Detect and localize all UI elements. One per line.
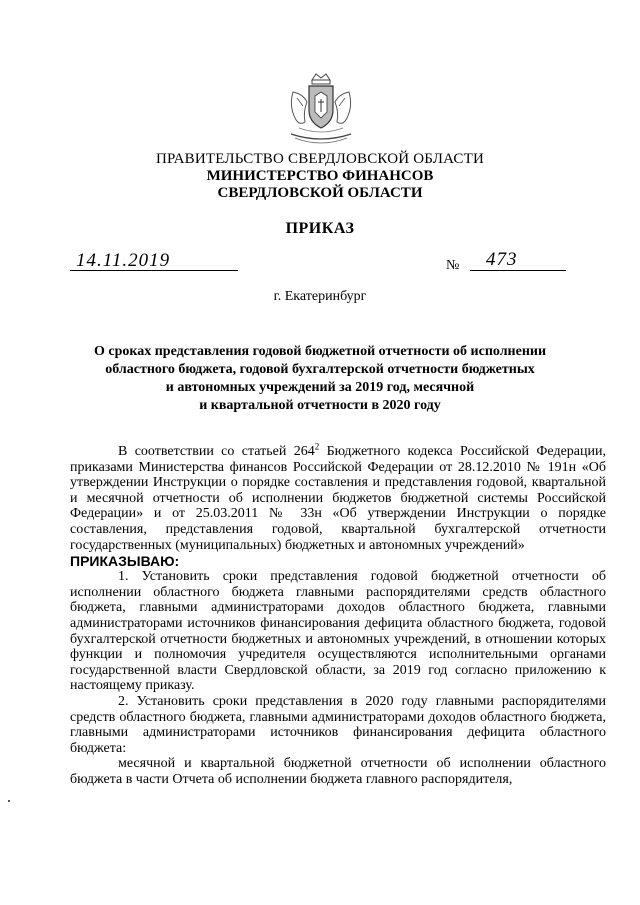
subject-line: и автономных учреждений за 2019 год, месячной bbox=[165, 380, 475, 395]
preamble-superscript: 2 bbox=[314, 441, 320, 452]
preamble-text-a: В соответствии со статьей 264 bbox=[118, 444, 315, 459]
document-date: 14.11.2019 bbox=[76, 250, 171, 271]
document-subject bbox=[0, 343, 640, 415]
preamble-text-b: Бюджетного кодекса Российской Федерации, приказами Министерства финансов Российской Федерации от 28.12.2010 № 191н «Об утверждении Инструкции о порядке составления и представления годовой, квартальной и месячной отчетности об исполнении бюджетов бюджетной системы Российской Федерации» и от 25.03.2011 № 33н «Об утверждении Инструкции о порядке составления, представления годовой, квартальной бухгалтерской отчетности государственных (муниципальных) бюджетных и автономных учреждений» bbox=[70, 444, 606, 553]
city-line: г. Екатеринбург bbox=[273, 289, 367, 304]
number-label: № bbox=[446, 258, 460, 273]
subject-line: О сроках представления годовой бюджетной отчетности об исполнении bbox=[93, 344, 547, 359]
region-heading: СВЕРДЛОВСКОЙ ОБЛАСТИ bbox=[217, 185, 423, 201]
document-number: 473 bbox=[486, 249, 518, 270]
document-body bbox=[70, 441, 606, 787]
order-word: ПРИКАЗЫВАЮ: bbox=[70, 553, 180, 570]
item-3-paragraph: месячной и квартальной бюджетной отчетности об исполнении областного бюджета в части Отчета об исполнении бюджета главного распорядителя, bbox=[70, 756, 606, 787]
document-type-title: ПРИКАЗ bbox=[285, 220, 355, 237]
coat-of-arms-emblem bbox=[285, 72, 357, 150]
date-underline bbox=[70, 270, 238, 271]
item-2-paragraph: 2. Установить сроки представления в 2020 году главными распорядителями средств областного бюджета, главными администраторами доходов областного бюджета, главными администраторами источников финансирования дефицита областного бюджета: bbox=[70, 693, 606, 756]
ministry-heading: МИНИСТЕРСТВО ФИНАНСОВ bbox=[206, 168, 434, 184]
scan-speck bbox=[8, 800, 10, 802]
preamble-paragraph bbox=[70, 441, 606, 553]
government-heading: ПРАВИТЕЛЬСТВО СВЕРДЛОВСКОЙ ОБЛАСТИ bbox=[155, 151, 485, 167]
subject-line: областного бюджета, годовой бухгалтерской отчетности бюджетных bbox=[105, 362, 535, 377]
subject-line: и квартальной отчетности в 2020 году bbox=[199, 398, 441, 413]
item-1-paragraph: 1. Установить сроки представления годовой бюджетной отчетности об исполнении областного бюджета главными распорядителями средств областного бюджета, главными администраторами доходов областного бюджета, главными администраторами источников финансирования дефицита областного бюджета, годовой бухгалтерской отчетности бюджетных и автономных учреждений, в отношении которых функции и полномочия учредителя осуществляются исполнительными органами государственной власти Свердловской области, за 2019 год согласно приложению к настоящему приказу. bbox=[70, 569, 606, 694]
number-underline bbox=[470, 270, 566, 271]
